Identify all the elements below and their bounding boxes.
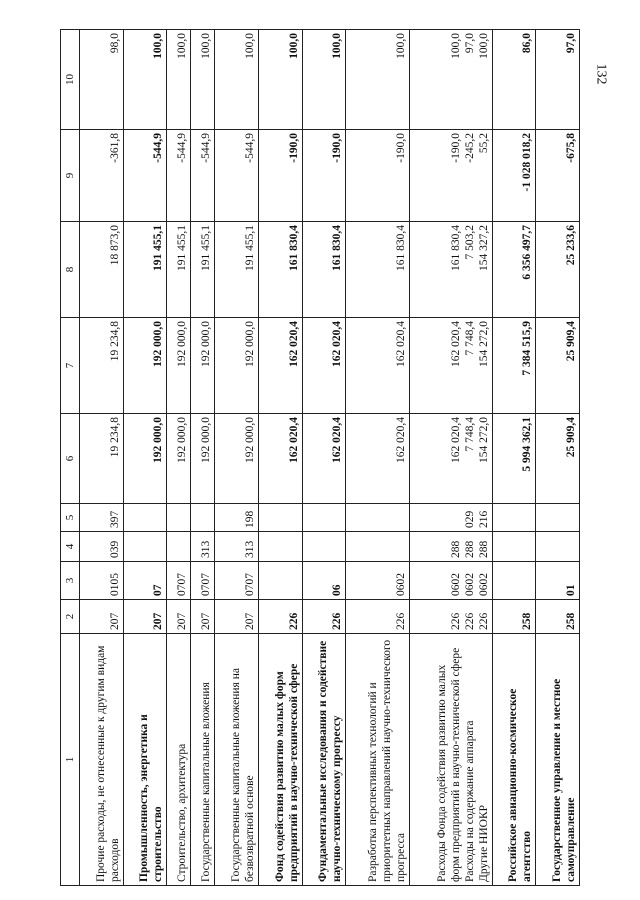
cell-col-7: 7 384 515,9 — [492, 318, 536, 414]
cell-col-2: 258 — [492, 600, 536, 634]
table-row — [409, 30, 492, 886]
cell-col-10: 98,0 — [80, 30, 124, 130]
cell-col-8: 25 233,6 — [536, 222, 580, 318]
cell-col-3: 0602 — [346, 562, 409, 600]
column-number: 9 — [61, 130, 80, 222]
cell-col-9: -190,0 — [346, 130, 409, 222]
row-label: Государственные капитальные вложения — [191, 634, 215, 886]
cell-col-2: 207 — [191, 600, 215, 634]
column-number: 4 — [61, 532, 80, 562]
cell-col-2: 207 — [80, 600, 124, 634]
cell-col-5 — [302, 504, 346, 532]
cell-col-9: -190,0 -245,2 55,2 — [409, 130, 492, 222]
cell-col-7: 192 000,0 — [215, 318, 259, 414]
cell-col-10: 100,0 — [346, 30, 409, 130]
cell-col-2: 226 226 226 — [409, 600, 492, 634]
cell-col-9: -361,8 — [80, 130, 124, 222]
column-number: 6 — [61, 414, 80, 504]
page-number: 132 — [593, 63, 609, 85]
table-row — [346, 30, 409, 886]
cell-col-9: -544,9 — [123, 130, 167, 222]
column-number: 8 — [61, 222, 80, 318]
cell-col-7: 162 020,4 — [302, 318, 346, 414]
budget-table — [60, 29, 580, 886]
cell-col-10: 100,0 — [191, 30, 215, 130]
cell-col-10: 100,0 — [258, 30, 302, 130]
cell-col-4: 288 288 288 — [409, 532, 492, 562]
cell-col-4 — [123, 532, 167, 562]
cell-col-3: 0707 — [191, 562, 215, 600]
cell-col-3: 0602 0602 0602 — [409, 562, 492, 600]
row-label: Строительство, архитектура — [167, 634, 191, 886]
table-row — [258, 30, 302, 886]
cell-col-7: 192 000,0 — [191, 318, 215, 414]
cell-col-6: 192 000,0 — [123, 414, 167, 504]
cell-col-4: 313 — [191, 532, 215, 562]
table-row — [167, 30, 191, 886]
table-row — [80, 30, 124, 886]
cell-col-6: 5 994 362,1 — [492, 414, 536, 504]
cell-col-6: 162 020,4 — [346, 414, 409, 504]
cell-col-3: 0707 — [167, 562, 191, 600]
cell-col-6: 19 234,8 — [80, 414, 124, 504]
cell-col-2: 226 — [346, 600, 409, 634]
cell-col-9: -190,0 — [258, 130, 302, 222]
column-number: 2 — [61, 600, 80, 634]
cell-col-7: 25 909,4 — [536, 318, 580, 414]
cell-col-3 — [258, 562, 302, 600]
table-row — [536, 30, 580, 886]
cell-col-8: 191 455,1 — [167, 222, 191, 318]
cell-col-2: 207 — [167, 600, 191, 634]
cell-col-8: 18 873,0 — [80, 222, 124, 318]
cell-col-5 — [167, 504, 191, 532]
cell-col-3: 07 — [123, 562, 167, 600]
row-label: Российское авиационно-космическое агентство — [492, 634, 536, 886]
budget-table-wrapper — [60, 30, 580, 886]
cell-col-8: 191 455,1 — [215, 222, 259, 318]
cell-col-6: 192 000,0 — [191, 414, 215, 504]
cell-col-10: 100,0 — [302, 30, 346, 130]
cell-col-8: 6 356 497,7 — [492, 222, 536, 318]
column-number: 1 — [61, 634, 80, 886]
cell-col-4 — [346, 532, 409, 562]
cell-col-8: 161 830,4 — [258, 222, 302, 318]
cell-col-5 — [191, 504, 215, 532]
cell-col-2: 207 — [123, 600, 167, 634]
row-label: Прочие расходы, не отнесенные к другим видам расходов — [80, 634, 124, 886]
column-number: 5 — [61, 504, 80, 532]
column-number: 7 — [61, 318, 80, 414]
cell-col-8: 191 455,1 — [191, 222, 215, 318]
cell-col-10: 86,0 — [492, 30, 536, 130]
cell-col-8: 161 830,4 — [346, 222, 409, 318]
row-label: Разработка перспективных технологий и приоритетных направлений научно-технического прогресса — [346, 634, 409, 886]
row-label: Расходы Фонда содействия развитию малых форм предприятий в научно-технической сфере Расходы на содержание аппарата Другие НИОКР — [409, 634, 492, 886]
cell-col-4 — [536, 532, 580, 562]
cell-col-5: 397 — [80, 504, 124, 532]
cell-col-6: 192 000,0 — [167, 414, 191, 504]
cell-col-8: 161 830,4 7 503,2 154 327,2 — [409, 222, 492, 318]
cell-col-7: 19 234,8 — [80, 318, 124, 414]
cell-col-8: 191 455,1 — [123, 222, 167, 318]
cell-col-4 — [258, 532, 302, 562]
cell-col-5 — [258, 504, 302, 532]
cell-col-5 — [123, 504, 167, 532]
cell-col-4 — [492, 532, 536, 562]
column-number: 3 — [61, 562, 80, 600]
cell-col-5: 198 — [215, 504, 259, 532]
table-row — [215, 30, 259, 886]
cell-col-4: 313 — [215, 532, 259, 562]
cell-col-3: 0707 — [215, 562, 259, 600]
row-label: Фонд содействия развитию малых форм предприятий в научно-технической сфере — [258, 634, 302, 886]
cell-col-9: -544,9 — [167, 130, 191, 222]
cell-col-10: 100,0 — [123, 30, 167, 130]
cell-col-10: 100,0 — [167, 30, 191, 130]
cell-col-9: -1 028 018,2 — [492, 130, 536, 222]
table-row — [191, 30, 215, 886]
cell-col-4 — [167, 532, 191, 562]
cell-col-5 — [536, 504, 580, 532]
cell-col-7: 192 000,0 — [123, 318, 167, 414]
table-row — [123, 30, 167, 886]
cell-col-4: 039 — [80, 532, 124, 562]
cell-col-3: 0105 — [80, 562, 124, 600]
cell-col-9: -190,0 — [302, 130, 346, 222]
cell-col-9: -544,9 — [191, 130, 215, 222]
table-body — [80, 30, 580, 886]
cell-col-6: 162 020,4 7 748,4 154 272,0 — [409, 414, 492, 504]
cell-col-3: 06 — [302, 562, 346, 600]
cell-col-4 — [302, 532, 346, 562]
row-label: Государственные капитальные вложения на безвозвратной основе — [215, 634, 259, 886]
table-row — [302, 30, 346, 886]
cell-col-2: 258 — [536, 600, 580, 634]
cell-col-5 — [346, 504, 409, 532]
column-number-row — [61, 30, 80, 886]
cell-col-3: 01 — [536, 562, 580, 600]
cell-col-7: 192 000,0 — [167, 318, 191, 414]
row-label: Промышленность, энергетика и строительство — [123, 634, 167, 886]
row-label: Государственное управление и местное самоуправление — [536, 634, 580, 886]
cell-col-6: 162 020,4 — [302, 414, 346, 504]
cell-col-5: 029 216 — [409, 504, 492, 532]
cell-col-8: 161 830,4 — [302, 222, 346, 318]
cell-col-5 — [492, 504, 536, 532]
table-row — [492, 30, 536, 886]
cell-col-7: 162 020,4 — [258, 318, 302, 414]
cell-col-9: -544,9 — [215, 130, 259, 222]
cell-col-3 — [492, 562, 536, 600]
column-number: 10 — [61, 30, 80, 130]
row-label: Фундаментальные исследования и содействие научно-техническому прогрессу — [302, 634, 346, 886]
cell-col-10: 97,0 — [536, 30, 580, 130]
cell-col-6: 162 020,4 — [258, 414, 302, 504]
cell-col-10: 100,0 — [215, 30, 259, 130]
cell-col-2: 226 — [302, 600, 346, 634]
cell-col-9: -675,8 — [536, 130, 580, 222]
cell-col-7: 162 020,4 7 748,4 154 272,0 — [409, 318, 492, 414]
cell-col-6: 192 000,0 — [215, 414, 259, 504]
cell-col-7: 162 020,4 — [346, 318, 409, 414]
cell-col-10: 100,0 97,0 100,0 — [409, 30, 492, 130]
cell-col-2: 207 — [215, 600, 259, 634]
cell-col-2: 226 — [258, 600, 302, 634]
cell-col-6: 25 909,4 — [536, 414, 580, 504]
